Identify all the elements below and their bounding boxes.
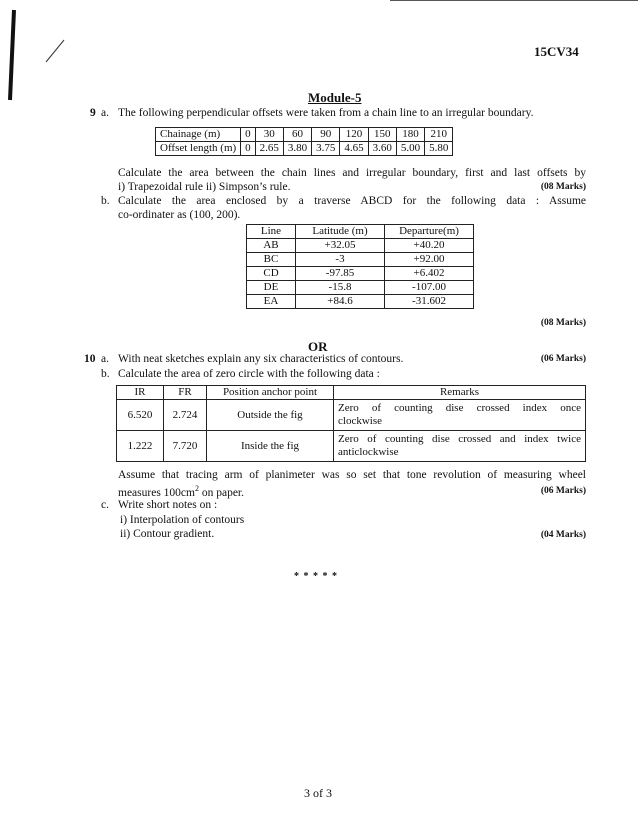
table-row: [117, 431, 586, 462]
table-cell: +6.402: [385, 267, 474, 281]
q10a-label: a.: [101, 353, 109, 365]
table-cell: Inside the fig: [207, 431, 334, 462]
q10a-marks: (06 Marks): [540, 354, 586, 364]
table-cell: 0: [241, 128, 256, 142]
table-cell: CD: [247, 267, 296, 281]
table-row: [117, 386, 586, 400]
page-number: 3 of 3: [304, 786, 332, 800]
q10b-line2-tail: on paper.: [198, 486, 244, 499]
q10a-text: With neat sketches explain any six characteristics of contours.: [118, 353, 404, 365]
table-cell: 0: [241, 142, 256, 156]
table-header: Position anchor point: [207, 386, 334, 400]
q9b-line1: Calculate the area enclosed by a traverse ABCD for the following data : Assume: [118, 195, 586, 207]
offset-table: [155, 127, 453, 156]
end-mark: * * * * *: [294, 571, 338, 582]
table-cell: 120: [340, 128, 368, 142]
paper-code: 15CV34: [534, 44, 579, 59]
table-cell: -3: [296, 253, 385, 267]
q10b-text: Calculate the area of zero circle with the following data :: [118, 368, 380, 380]
table-cell: 1.222: [117, 431, 164, 462]
table-cell: -31.602: [385, 295, 474, 309]
table-cell: 6.520: [117, 400, 164, 431]
q10c-item-2: ii) Contour gradient.: [120, 528, 215, 540]
table-cell: +32.05: [296, 239, 385, 253]
remark-line: anticlockwise: [338, 446, 399, 458]
table-cell: AB: [247, 239, 296, 253]
q9b-line2: co-ordinater as (100, 200).: [118, 209, 241, 221]
q9a-line2: i) Trapezoidal rule ii) Simpson’s rule.: [118, 181, 291, 193]
q10b-marks: (06 Marks): [540, 486, 586, 496]
table-header: FR: [164, 386, 207, 400]
table-cell: 2.65: [255, 142, 283, 156]
or-divider: OR: [308, 339, 328, 354]
remark-line: Zero of counting dise crossed and index twice: [338, 433, 581, 445]
superscript: 2: [194, 484, 199, 493]
table-cell: [334, 431, 586, 462]
table-header: Remarks: [334, 386, 586, 400]
table-cell: DE: [247, 281, 296, 295]
table-cell: Chainage (m): [156, 128, 241, 142]
table-header: IR: [117, 386, 164, 400]
table-cell: 30: [255, 128, 283, 142]
q9b-marks: (08 Marks): [540, 318, 586, 328]
q9a-line1: Calculate the area between the chain lines and irregular boundary, first and last offsets by: [118, 167, 586, 179]
q9a-marks: (08 Marks): [540, 182, 586, 192]
q9b-label: b.: [101, 195, 110, 207]
q9a-label: a.: [101, 107, 109, 119]
table-row: [247, 225, 474, 239]
table-cell: 3.60: [368, 142, 396, 156]
table-cell: +92.00: [385, 253, 474, 267]
table-cell: +40.20: [385, 239, 474, 253]
table-cell: [334, 400, 586, 431]
table-row: [247, 239, 474, 253]
table-row: [247, 267, 474, 281]
table-cell: 2.724: [164, 400, 207, 431]
table-cell: BC: [247, 253, 296, 267]
table-row: [117, 400, 586, 431]
table-row: [156, 128, 453, 142]
traverse-table: [246, 224, 474, 309]
remark-line: Zero of counting dise crossed index once: [338, 402, 581, 414]
table-row: [247, 253, 474, 267]
table-header: Line: [247, 225, 296, 239]
table-row: [247, 281, 474, 295]
table-cell: 180: [396, 128, 424, 142]
table-cell: -15.8: [296, 281, 385, 295]
table-cell: 3.80: [283, 142, 311, 156]
q10c-text: Write short notes on :: [118, 499, 218, 511]
table-header: Latitude (m): [296, 225, 385, 239]
table-header: Departure(m): [385, 225, 474, 239]
table-cell: +84.6: [296, 295, 385, 309]
table-cell: 5.80: [425, 142, 453, 156]
table-cell: 7.720: [164, 431, 207, 462]
table-cell: 150: [368, 128, 396, 142]
q10b-line2-text: measures 100cm: [118, 486, 195, 499]
table-cell: -107.00: [385, 281, 474, 295]
q10b-label: b.: [101, 368, 110, 380]
table-cell: 60: [283, 128, 311, 142]
table-cell: Offset length (m): [156, 142, 241, 156]
planimeter-table: [116, 385, 586, 462]
table-cell: 210: [425, 128, 453, 142]
table-cell: -97.85: [296, 267, 385, 281]
q10c-label: c.: [101, 499, 109, 511]
table-row: [156, 142, 453, 156]
q9a-text: The following perpendicular offsets were taken from a chain line to an irregular boundary.: [118, 107, 534, 119]
q10c-marks: (04 Marks): [540, 530, 586, 540]
module-title: Module-5: [308, 90, 362, 105]
table-cell: 90: [312, 128, 340, 142]
margin-scribble: [0, 0, 80, 120]
q10-number: 10: [84, 353, 96, 365]
remark-line: clockwise: [338, 415, 382, 427]
q9-number: 9: [90, 107, 96, 119]
top-rule: [390, 0, 638, 1]
table-cell: 3.75: [312, 142, 340, 156]
table-row: [247, 295, 474, 309]
q10c-item-1: i) Interpolation of contours: [120, 514, 245, 526]
table-cell: EA: [247, 295, 296, 309]
table-cell: Outside the fig: [207, 400, 334, 431]
table-cell: 4.65: [340, 142, 368, 156]
q10b-line1: Assume that tracing arm of planimeter was so set that tone revolution of measuring wheel: [118, 469, 586, 481]
table-cell: 5.00: [396, 142, 424, 156]
